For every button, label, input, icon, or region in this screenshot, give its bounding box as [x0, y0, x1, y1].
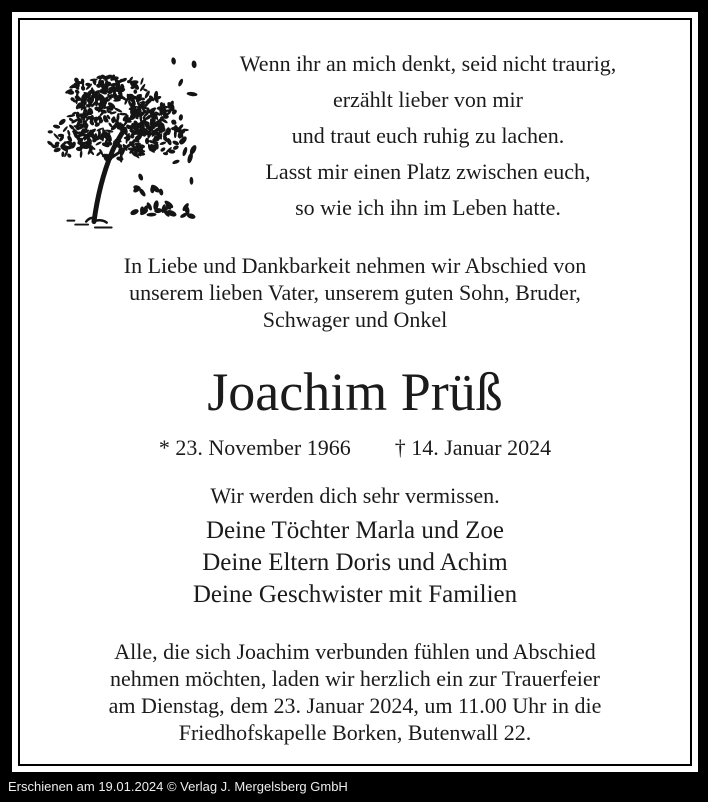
intro-line: unserem lieben Vater, unserem guten Sohn, Bruder, — [129, 280, 581, 305]
poem-line: so wie ich ihn im Leben hatte. — [295, 195, 561, 220]
poem-line: Lasst mir einen Platz zwischen euch, — [265, 159, 591, 184]
farewell-intro — [12, 252, 698, 333]
intro-line: In Liebe und Dankbarkeit nehmen wir Abschied von — [123, 253, 587, 278]
family-line: Deine Eltern Doris und Achim — [202, 549, 508, 576]
closing-line: Alle, die sich Joachim verbunden fühlen und Abschied — [114, 639, 596, 664]
missing-line: Wir werden dich sehr vermissen. — [210, 483, 500, 508]
closing-line: nehmen möchten, laden wir herzlich ein zur Trauerfeier — [110, 666, 600, 691]
intro-line: Schwager und Onkel — [262, 307, 448, 332]
deceased-name: Joachim Prüß — [207, 362, 503, 422]
family-line: Deine Geschwister mit Familien — [192, 581, 518, 608]
poem-line: Wenn ihr an mich denkt, seid nicht traurig, — [239, 51, 617, 76]
birth-date: * 23. November 1966 — [158, 435, 351, 460]
closing-line: Friedhofskapelle Borken, Butenwall 22. — [178, 720, 532, 745]
poem-line: und traut euch ruhig zu lachen. — [291, 123, 565, 148]
publication-footer: Erschienen am 19.01.2024 © Verlag J. Mergelsberg GmbH — [8, 779, 348, 794]
life-dates — [12, 433, 698, 463]
memorial-poem — [158, 46, 698, 226]
obituary-card — [12, 12, 698, 772]
funeral-invitation — [12, 638, 698, 746]
poem-line: erzählt lieber von mir — [333, 87, 523, 112]
death-date: † 14. Januar 2024 — [394, 435, 552, 460]
closing-line: am Dienstag, dem 23. Januar 2024, um 11.00 Uhr in die — [108, 693, 602, 718]
mourning-family — [12, 515, 698, 611]
family-line: Deine Töchter Marla und Zoe — [205, 517, 505, 544]
